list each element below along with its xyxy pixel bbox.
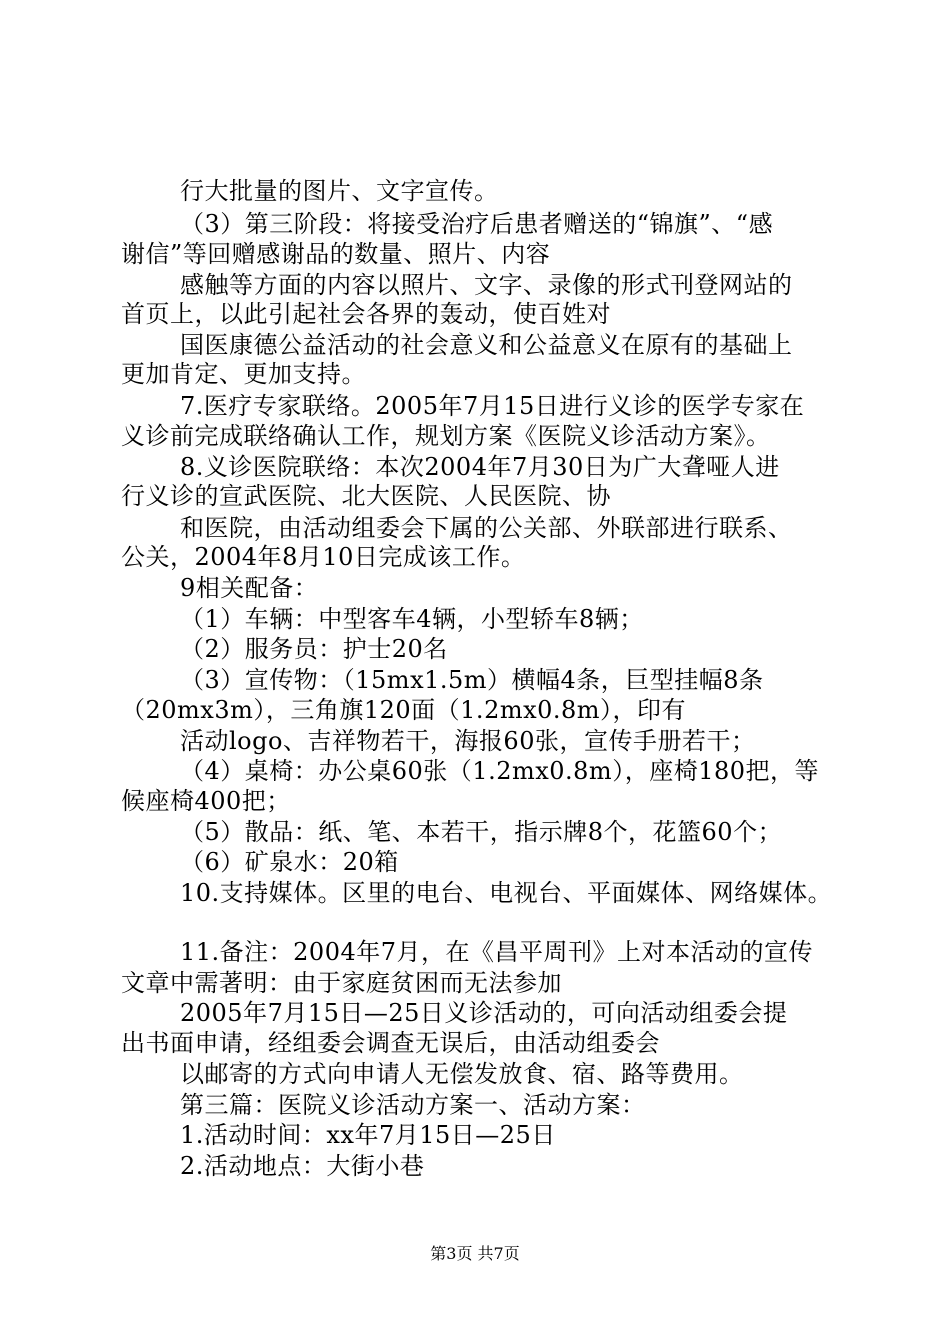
paragraph-line: 2.活动地点：大街小巷 [180, 1152, 425, 1180]
paragraph-line: 11.备注：2004年7月，在《昌平周刊》上对本活动的宣传 [180, 938, 814, 966]
paragraph-line: （3）宣传物：（15mx1.5m）横幅4条，巨型挂幅8条 [180, 666, 764, 694]
paragraph-line: 10.支持媒体。区里的电台、电视台、平面媒体、网络媒体。 [180, 879, 833, 907]
paragraph-line: 更加肯定、更加支持。 [121, 360, 366, 388]
paragraph-line: （5）散品：纸、笔、本若干，指示牌8个，花篮60个； [180, 818, 783, 846]
paragraph-line: 第三篇：医院义诊活动方案一、活动方案： [180, 1091, 646, 1119]
paragraph-line: 首页上，以此引起社会各界的轰动，使百姓对 [121, 300, 611, 328]
paragraph-line: 以邮寄的方式向申请人无偿发放食、宿、路等费用。 [180, 1060, 744, 1088]
paragraph-line: 2005年7月15日—25日义诊活动的，可向活动组委会提 [180, 999, 788, 1027]
paragraph-line: 1.活动时间：xx年7月15日—25日 [180, 1121, 556, 1149]
paragraph-line: 9相关配备： [180, 574, 319, 602]
paragraph-line: （2）服务员：护士20名 [180, 635, 448, 663]
page-footer: 第3页 共7页 [430, 1244, 520, 1263]
paragraph-line: （1）车辆：中型客车4辆，小型轿车8辆； [180, 605, 644, 633]
paragraph-line: 公关，2004年8月10日完成该工作。 [121, 543, 526, 571]
paragraph-line: 谢信”等回赠感谢品的数量、照片、内容 [121, 240, 551, 268]
paragraph-line: 出书面申请，经组委会调查无误后，由活动组委会 [121, 1029, 660, 1057]
paragraph-line: 感触等方面的内容以照片、文字、录像的形式刊登网站的 [180, 271, 793, 299]
paragraph-line: 和医院，由活动组委会下属的公关部、外联部进行联系、 [180, 514, 793, 542]
paragraph-line: （6）矿泉水：20箱 [180, 848, 399, 876]
paragraph-line: 行义诊的宣武医院、北大医院、人民医院、协 [121, 482, 611, 510]
paragraph-line: 8.义诊医院联络：本次2004年7月30日为广大聋哑人进 [180, 453, 780, 481]
paragraph-line: 国医康德公益活动的社会意义和公益意义在原有的基础上 [180, 331, 793, 359]
paragraph-line: 活动logo、吉祥物若干，海报60张，宣传手册若干； [180, 727, 756, 755]
paragraph-line: 行大批量的图片、文字宣传。 [180, 177, 499, 205]
paragraph-line: （3）第三阶段：将接受治疗后患者赠送的“锦旗”、“感 [180, 210, 774, 238]
paragraph-line: 候座椅400把； [121, 787, 291, 815]
paragraph-line: 7.医疗专家联络。2005年7月15日进行义诊的医学专家在 [180, 392, 805, 420]
paragraph-line: （4）桌椅：办公桌60张（1.2mx0.8m），座椅180把，等 [180, 757, 820, 785]
paragraph-line: 文章中需著明：由于家庭贫困而无法参加 [121, 969, 562, 997]
paragraph-line: （20mx3m），三角旗120面（1.2mx0.8m），印有 [121, 696, 687, 724]
paragraph-line: 义诊前完成联络确认工作，规划方案《医院义诊活动方案》。 [121, 422, 771, 450]
